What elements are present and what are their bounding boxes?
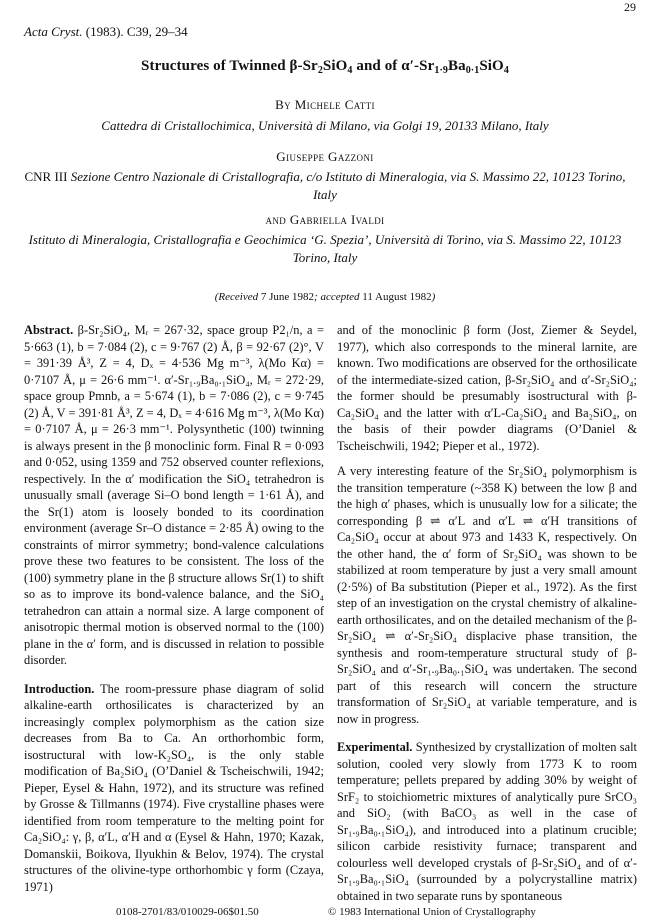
experimental-heading: Experimental. — [337, 740, 413, 754]
experimental — [337, 739, 637, 904]
author-ivaldi: and Gabriella Ivaldi — [265, 212, 385, 227]
experimental-text: Synthesized by crystallization of molten salt solution, cooled very slowly from 1773 K to room temperature; pellets prepared by adding 30% by weight of SrF₂ to stoichiometric mixtures of analytically pure SrCO₃ and SiO₂ (with BaCO₃ as well in the case of Sr₁.₉Ba₀.₁SiO₄), and introduced into a platinum crucible; silicon carbide resistivity furnace; transparent and colourless well developed crystals of β-Sr₂SiO₄ and of α′-Sr₁.₉Ba₀.₁SiO₄ (surrounded by a polycrystalline matrix) obtained in two separate runs by spontaneous — [337, 740, 637, 903]
author-catti: By Michele Catti — [275, 97, 375, 112]
right-column — [337, 322, 637, 913]
article-title: Structures of Twinned $\beta-Sr_2SiO_4$ and of $\alpha'-Sr_{1\cdot 9}Ba_{0\cdot 1}SiO_4$ — [141, 58, 509, 76]
introduction — [24, 681, 324, 896]
journal-reference — [24, 24, 188, 40]
introduction-text: The room-pressure phase diagram of solid alkaline-earth orthosilicates is characterized by an increasingly complex polymorphism as the cation size decreases from Ba to Ca. An orthorhombic form, isostructural with low-K₂SO₄, is the only stable modification of Ba₂SiO₄ (O’Daniel & Tscheischwili, 1942; Pieper, Eysel & Hahn, 1972), and its structure was refined by Grosse & Tillmanns (1974). Five crystalline phases were identified from room temperature to the melting point for Ca₂SiO₄: γ, β, α′L, α′H and α (Eysel & Hahn, 1970; Kazak, Domanskii, Boikova, Ilyukhin & Belov, 1974). The crystal structures of the olivine-type orthorhombic γ form (Czaya, 1971) — [24, 681, 324, 894]
introduction-continued: and of the monoclinic β form (Jost, Ziemer & Seydel, 1977), which also corresponds to the mineral larnite, are known. Two modifications are observed for the orthosilicate of the intermediate-sized cation, β-Sr₂SiO₄ and α′-Sr₂SiO₄; the former should be presumably isostructural with β-Ca₂SiO₄ and the latter with α′L-Ca₂SiO₄ and Ba₂SiO₄, on the basis of their powder diagrams (O’Daniel & Tscheischwili, 1942; Pieper et al., 1972). — [337, 323, 637, 453]
page-number: 29 — [624, 0, 636, 14]
affiliation-cnr: CNR III Sezione Centro Nazionale di Cristallografia, c/o Istituto di Mineralogia, via S. Massimo 22, 10123 Torino, Italy — [24, 169, 626, 202]
abstract — [24, 322, 324, 669]
journal-name: Acta Cryst. — [24, 24, 83, 39]
affiliation-milano: Cattedra di Cristallochimica, Università di Milano, via Golgi 19, 20133 Milano, Italy — [101, 118, 549, 133]
received-dates: (Received 7 June 1982; accepted 11 August 1982) — [214, 291, 436, 303]
journal-year: (1983). — [85, 24, 124, 39]
abstract-text: β-Sr₂SiO₄, Mᵣ = 267·32, space group P2₁/n, a = 5·663 (1), b = 7·084 (2), c = 9·767 (2) Å, β = 92·67 (2)°, V = 391·39 Å³, Z = 4, Dₓ = 4·536 Mg m⁻³, λ(Mo Kα) = 0·7107 Å, μ = 26·6 mm⁻¹. α′-Sr₁.₉Ba₀.₁SiO₄, Mᵣ = 272·29, space group Pmnb, a = 5·674 (1), b = 7·086 (2), c = 9·745 (2) Å, V = 391·81 Å³, Z = 4, Dₓ = 4·616 Mg m⁻³, λ(Mo Kα) = 0·7107 Å, μ = 26·3 mm⁻¹. Polysynthetic (100) twinning is always present in the β monoclinic form. Final R = 0·093 and 0·052, using 1359 and 752 observed counter reflexions, respectively. In the α′ modification the SiO₄ tetrahedron is unusually small (average Si–O bond length = 1·61 Å), and the Sr(1) atom is loosely bonded to its coordination environment (average Sr–O distance = 2·85 Å) owing to the constraints of mirror symmetry; bond-valence calculations prove these two features to be consistent. The loss of the (100) symmetry plane in the β structure allows Sr(1) to shift so as to improve its bond-valence balance, and the SiO₄ tetrahedron can attain a normal size. A large component of anisotropic thermal motion is observed normal to the (100) plane in the α′ form, and is discussed in relation to possible disorder. — [24, 323, 324, 667]
left-column — [24, 322, 324, 904]
footer-copyright: © 1983 International Union of Crystallography — [328, 906, 536, 918]
introduction-paragraph-2: A very interesting feature of the Sr₂SiO₄ polymorphism is the transition temperature (~358 K) between the low β and the high α′ phases, which is unusually low for a silicate; the corresponding β ⇌ α′L and α′L ⇌ α′H transitions of Ca₂SiO₄ occur at about 973 and 1433 K, respectively. On the other hand, the α′ form of Sr₂SiO₄ was shown to be stabilized at room temperature by just a very small amount (2·5%) of Ba substitution (Pieper et al., 1972). As the first step of an investigation on the crystal chemistry of alkaline-earth orthosilicates, and on the detailed mechanism of the β-Sr₂SiO₄ ⇌ α′-Sr₂SiO₄ displacive phase transition, the synthesis and room-temperature structural study of β-Sr₂SiO₄ and α′-Sr₁.₉Ba₀.₁SiO₄ was undertaken. The second part of this research will concern the structure transformation of Sr₂SiO₄ at variable temperature, and is now in progress. — [337, 464, 637, 726]
author-gazzoni: Giuseppe Gazzoni — [276, 149, 374, 164]
footer-code: 0108-2701/83/010029-06$01.50 — [116, 906, 259, 918]
abstract-heading: Abstract. — [24, 323, 74, 337]
introduction-heading: Introduction. — [24, 681, 95, 696]
journal-volume: C39, 29–34 — [126, 24, 188, 39]
affiliation-torino: Istituto di Mineralogia, Cristallografia e Geochimica ‘G. Spezia’, Università di Torino, via S. Massimo 22, 10123 Torino, Italy — [28, 232, 622, 265]
